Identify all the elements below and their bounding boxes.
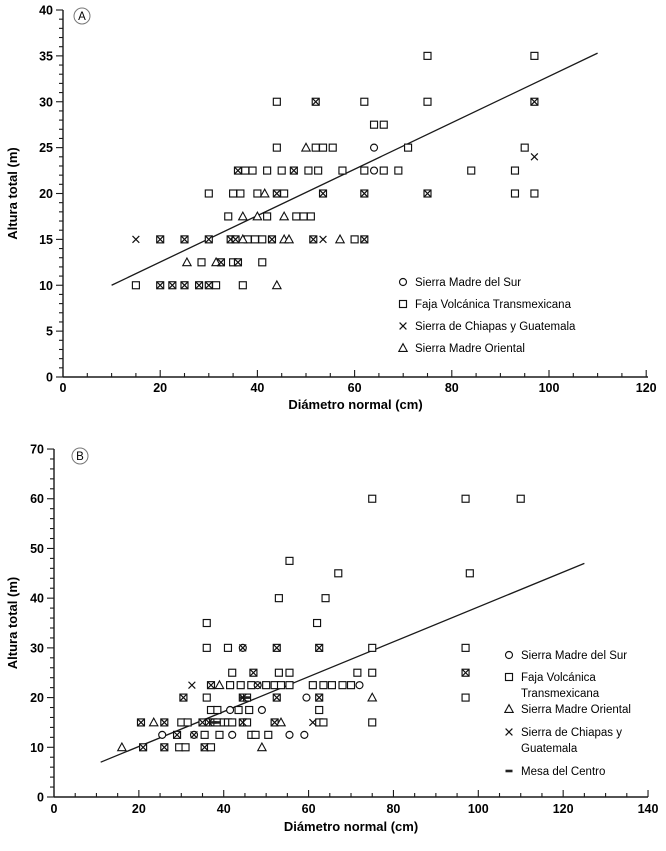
data-point bbox=[517, 495, 524, 502]
data-point bbox=[462, 644, 469, 651]
legend-label: Sierra Madre Oriental bbox=[415, 343, 525, 355]
legend-label: Mesa del Centro bbox=[521, 766, 606, 778]
data-point bbox=[380, 167, 387, 174]
data-point bbox=[361, 98, 368, 105]
data-point bbox=[286, 731, 293, 738]
x-tick-label: 20 bbox=[153, 381, 168, 395]
data-point bbox=[369, 669, 376, 676]
data-point bbox=[329, 144, 336, 151]
data-point bbox=[312, 144, 319, 151]
data-point bbox=[225, 213, 232, 220]
y-tick-label: 40 bbox=[30, 591, 44, 606]
data-point bbox=[371, 167, 378, 174]
x-tick-label: 40 bbox=[216, 802, 231, 816]
data-point bbox=[205, 190, 212, 197]
data-point bbox=[369, 719, 376, 726]
y-tick-label: 5 bbox=[46, 324, 53, 339]
data-point bbox=[369, 644, 376, 651]
data-point bbox=[278, 167, 285, 174]
y-tick-label: 25 bbox=[39, 141, 53, 156]
data-point bbox=[348, 682, 355, 689]
y-tick-label: 0 bbox=[46, 370, 53, 385]
data-point bbox=[531, 52, 538, 59]
data-point bbox=[246, 707, 253, 714]
data-point bbox=[339, 682, 346, 689]
legend-label: Sierra de Chiapas y bbox=[521, 727, 622, 739]
x-tick-label: 100 bbox=[467, 802, 489, 816]
data-point bbox=[303, 694, 310, 701]
x-tick-label: 140 bbox=[637, 802, 659, 816]
square-legend-icon bbox=[506, 674, 513, 681]
circle-legend-icon bbox=[400, 279, 407, 286]
data-point bbox=[354, 669, 361, 676]
data-point bbox=[320, 719, 327, 726]
data-point bbox=[328, 682, 335, 689]
x-axis-title: Diámetro normal (cm) bbox=[283, 819, 419, 834]
y-tick-label: 30 bbox=[30, 641, 44, 656]
data-point bbox=[239, 282, 246, 289]
data-point bbox=[320, 682, 327, 689]
data-point bbox=[273, 144, 280, 151]
data-point bbox=[301, 731, 308, 738]
legend-label: Faja Volcánica Transmexicana bbox=[415, 299, 571, 311]
data-point bbox=[521, 144, 528, 151]
data-point bbox=[424, 98, 431, 105]
data-point bbox=[462, 495, 469, 502]
x-tick-label: 80 bbox=[444, 381, 459, 395]
data-point bbox=[278, 682, 285, 689]
data-point bbox=[265, 731, 272, 738]
data-point bbox=[235, 707, 242, 714]
data-point bbox=[229, 719, 236, 726]
square-legend-icon bbox=[400, 301, 407, 308]
data-point bbox=[259, 236, 266, 243]
x-tick-label: 100 bbox=[538, 381, 560, 395]
data-point bbox=[227, 682, 234, 689]
data-point bbox=[320, 144, 327, 151]
data-point bbox=[371, 144, 378, 151]
data-point bbox=[314, 620, 321, 627]
data-point bbox=[371, 121, 378, 128]
data-point bbox=[335, 570, 342, 577]
panel-badge-label: A bbox=[78, 11, 86, 23]
x-tick-label: 0 bbox=[59, 381, 67, 395]
x-tick-label: 60 bbox=[347, 381, 362, 395]
data-point bbox=[203, 694, 210, 701]
y-tick-label: 20 bbox=[30, 691, 44, 706]
data-point bbox=[316, 707, 323, 714]
data-point bbox=[286, 669, 293, 676]
data-point bbox=[264, 213, 271, 220]
data-point bbox=[216, 731, 223, 738]
data-point bbox=[258, 707, 265, 714]
x-tick-label: 120 bbox=[635, 381, 657, 395]
data-point bbox=[229, 669, 236, 676]
data-point bbox=[468, 167, 475, 174]
data-point bbox=[207, 744, 214, 751]
data-point bbox=[380, 121, 387, 128]
data-point bbox=[203, 620, 210, 627]
legend-label: Sierra Madre del Sur bbox=[521, 650, 628, 662]
y-tick-label: 60 bbox=[30, 492, 44, 507]
legend-label: Faja Volcánica bbox=[521, 672, 596, 684]
legend-label: Transmexicana bbox=[521, 688, 600, 700]
data-point bbox=[237, 190, 244, 197]
y-axis-title: Altura total (m) bbox=[5, 576, 20, 670]
data-point bbox=[351, 236, 358, 243]
data-point bbox=[511, 190, 518, 197]
data-point bbox=[293, 213, 300, 220]
data-point bbox=[300, 213, 307, 220]
data-point bbox=[230, 190, 237, 197]
dash-legend-icon bbox=[506, 770, 513, 773]
x-tick-label: 120 bbox=[552, 802, 574, 816]
y-axis-title: Altura total (m) bbox=[5, 147, 20, 240]
data-point bbox=[214, 707, 221, 714]
y-tick-label: 15 bbox=[39, 232, 53, 247]
x-tick-label: 0 bbox=[50, 802, 58, 816]
y-tick-label: 10 bbox=[39, 278, 53, 293]
y-tick-label: 35 bbox=[39, 49, 53, 64]
y-tick-label: 30 bbox=[39, 95, 53, 110]
data-point bbox=[424, 52, 431, 59]
data-point bbox=[224, 644, 231, 651]
data-point bbox=[251, 236, 258, 243]
data-point bbox=[227, 707, 234, 714]
data-point bbox=[203, 644, 210, 651]
data-point bbox=[244, 696, 251, 699]
data-point bbox=[339, 167, 346, 174]
data-point bbox=[184, 719, 191, 726]
data-point bbox=[263, 682, 270, 689]
data-point bbox=[264, 167, 271, 174]
data-point bbox=[273, 98, 280, 105]
data-point bbox=[214, 721, 221, 724]
data-point bbox=[395, 167, 402, 174]
data-point bbox=[281, 190, 288, 197]
data-point bbox=[275, 669, 282, 676]
y-tick-label: 10 bbox=[30, 740, 44, 755]
circle-legend-icon bbox=[506, 652, 513, 659]
data-point bbox=[466, 570, 473, 577]
legend-label: Guatemala bbox=[521, 743, 578, 755]
data-point bbox=[159, 731, 166, 738]
y-tick-label: 20 bbox=[39, 187, 53, 201]
data-point bbox=[213, 282, 220, 289]
data-point bbox=[462, 694, 469, 701]
y-tick-label: 0 bbox=[37, 790, 44, 805]
legend-label: Sierra Madre del Sur bbox=[415, 277, 522, 289]
data-point bbox=[242, 167, 249, 174]
data-point bbox=[237, 682, 244, 689]
data-point bbox=[405, 144, 412, 151]
data-point bbox=[307, 213, 314, 220]
data-point bbox=[198, 259, 205, 266]
x-tick-label: 20 bbox=[131, 802, 146, 816]
data-point bbox=[361, 167, 368, 174]
data-point bbox=[531, 190, 538, 197]
data-point bbox=[315, 167, 322, 174]
data-point bbox=[309, 682, 316, 689]
data-point bbox=[254, 190, 261, 197]
data-point bbox=[259, 259, 266, 266]
y-tick-label: 50 bbox=[30, 541, 44, 556]
data-point bbox=[249, 167, 256, 174]
data-point bbox=[201, 731, 208, 738]
data-point bbox=[369, 495, 376, 502]
x-tick-label: 60 bbox=[301, 802, 316, 816]
y-tick-label: 40 bbox=[39, 3, 53, 18]
x-tick-label: 40 bbox=[250, 381, 265, 395]
x-axis-title: Diámetro normal (cm) bbox=[288, 397, 423, 412]
legend-label: Sierra Madre Oriental bbox=[521, 704, 631, 716]
data-point bbox=[132, 282, 139, 289]
data-point bbox=[286, 682, 293, 689]
legend-label: Sierra de Chiapas y Guatemala bbox=[415, 321, 576, 333]
data-point bbox=[511, 167, 518, 174]
y-tick-label: 70 bbox=[30, 442, 44, 457]
data-point bbox=[229, 731, 236, 738]
data-point bbox=[182, 744, 189, 751]
data-point bbox=[356, 682, 363, 689]
data-point bbox=[322, 595, 329, 602]
data-point bbox=[252, 731, 259, 738]
data-point bbox=[305, 167, 312, 174]
data-point bbox=[275, 595, 282, 602]
panel-badge-label: B bbox=[76, 451, 84, 463]
x-tick-label: 80 bbox=[386, 802, 401, 816]
data-point bbox=[286, 557, 293, 564]
